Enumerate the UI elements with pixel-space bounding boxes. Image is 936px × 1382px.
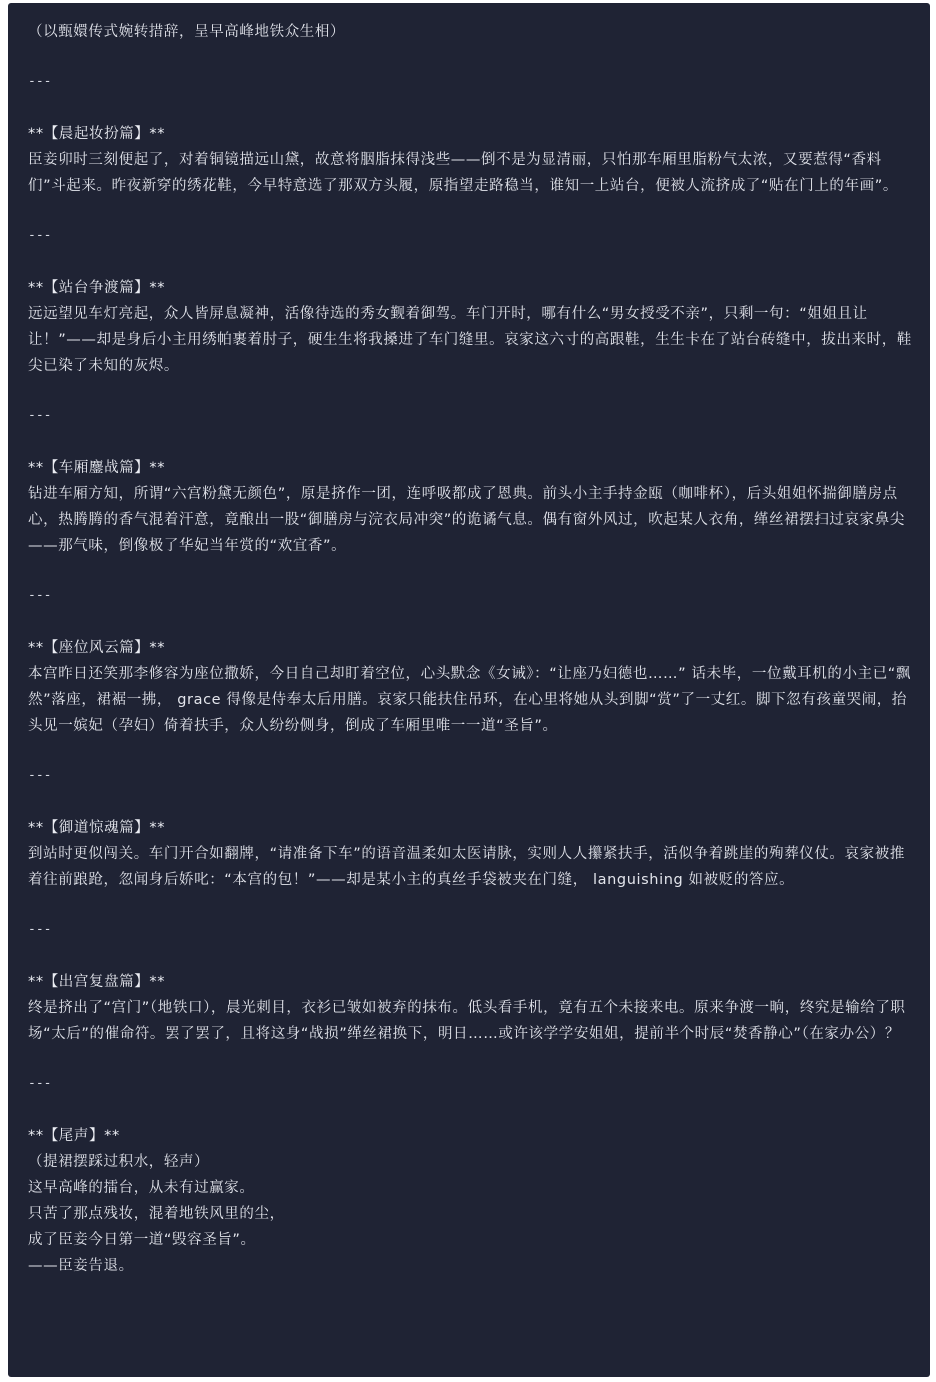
separator: --- [28,74,52,89]
section-heading: **【晨起妆扮篇】** [28,126,166,142]
section-heading: **【御道惊魂篇】** [28,820,166,836]
section-body: 本宫昨日还笑那李修容为座位撒娇，今日自己却盯着空位，心头默念《女诫》：“让座乃妇德也……” 话未毕，一位戴耳机的小主已“飘然”落座，裙裾一拂， grace 得像是侍奉太后用膳。哀家只能扶住吊环，在心里将她从头到脚“赏”了一丈红。脚下忽有孩童哭闹，抬头见一嫔妃（孕妇）倚着扶手，众人纷纷侧身，倒成了车厢里唯一一道“圣旨”。 [28,666,911,734]
section-body: 终是挤出了“宫门”（地铁口），晨光刺目，衣衫已皱如被弃的抹布。低头看手机，竟有五个未接来电。原来争渡一晌，终究是输给了职场“太后”的催命符。罢了罢了，且将这身“战损”缂丝裙换下，明日……或许该学学安姐姐，提前半个时辰“焚香静心”（在家办公）？ [28,1000,906,1042]
separator: --- [28,1076,52,1091]
separator: --- [28,768,52,783]
epilogue-line: 只苦了那点残妆，混着地铁风里的尘， [28,1206,285,1222]
section-platform [28,275,912,379]
section-body: 臣妾卯时三刻便起了，对着铜镜描远山黛，故意将胭脂抹得浅些——倒不是为显清丽，只怕那车厢里脂粉气太浓，又要惹得“香料们”斗起来。昨夜新穿的绣花鞋，今早特意选了那双方头履，原指望走路稳当，谁知一上站台，便被人流挤成了“贴在门上的年画”。 [28,152,898,194]
section-heading: **【车厢鏖战篇】** [28,460,166,476]
intro-text: （以甄嬛传式婉转措辞，呈早高峰地铁众生相） [28,24,346,40]
section-review [28,969,912,1047]
epilogue-line: （提裙摆踩过积水，轻声） [28,1154,210,1170]
section-carriage-battle [28,455,912,559]
section-heading: **【尾声】** [28,1128,120,1144]
separator: --- [28,588,52,603]
section-seat-drama [28,635,912,739]
section-body: 远远望见车灯亮起，众人皆屏息凝神，活像待选的秀女觐着御驾。车门开时，哪有什么“男女授受不亲”，只剩一句：“姐姐且让让！”——却是身后小主用绣帕裹着肘子，硬生生将我搡进了车门缝里。哀家这六寸的高跟鞋，生生卡在了站台砖缝中，拔出来时，鞋尖已染了未知的灰烬。 [28,306,912,374]
section-exit-thrill [28,815,912,893]
section-epilogue [28,1123,912,1279]
section-body: 到站时更似闯关。车门开合如翻牌，“请准备下车”的语音温柔如太医请脉，实则人人攥紧扶手，活似争着跳崖的殉葬仪仗。哀家被推着往前踉跄，忽闻身后娇叱：“本宫的包！”——却是某小主的真丝手袋被夹在门缝， languishing 如被贬的答应。 [28,846,905,888]
separator: --- [28,408,52,423]
section-morning-makeup [28,121,912,199]
section-heading: **【站台争渡篇】** [28,280,166,296]
epilogue-line: 这早高峰的擂台，从未有过赢家。 [28,1180,255,1196]
section-heading: **【座位风云篇】** [28,640,166,656]
document-panel [8,3,930,1377]
section-body: 钻进车厢方知，所谓“六宫粉黛无颜色”，原是挤作一团，连呼吸都成了恩典。前头小主手持金瓯（咖啡杯），后头姐姐怀揣御膳房点心，热腾腾的香气混着汗意，竟酿出一股“御膳房与浣衣局冲突”的诡谲气息。偶有窗外风过，吹起某人衣角，缂丝裙摆扫过哀家鼻尖——那气味，倒像极了华妃当年赏的“欢宜香”。 [28,486,905,554]
separator: --- [28,922,52,937]
epilogue-line: ——臣妾告退。 [28,1258,134,1274]
separator: --- [28,228,52,243]
section-heading: **【出宫复盘篇】** [28,974,166,990]
epilogue-line: 成了臣妾今日第一道“毁容圣旨”。 [28,1232,256,1248]
